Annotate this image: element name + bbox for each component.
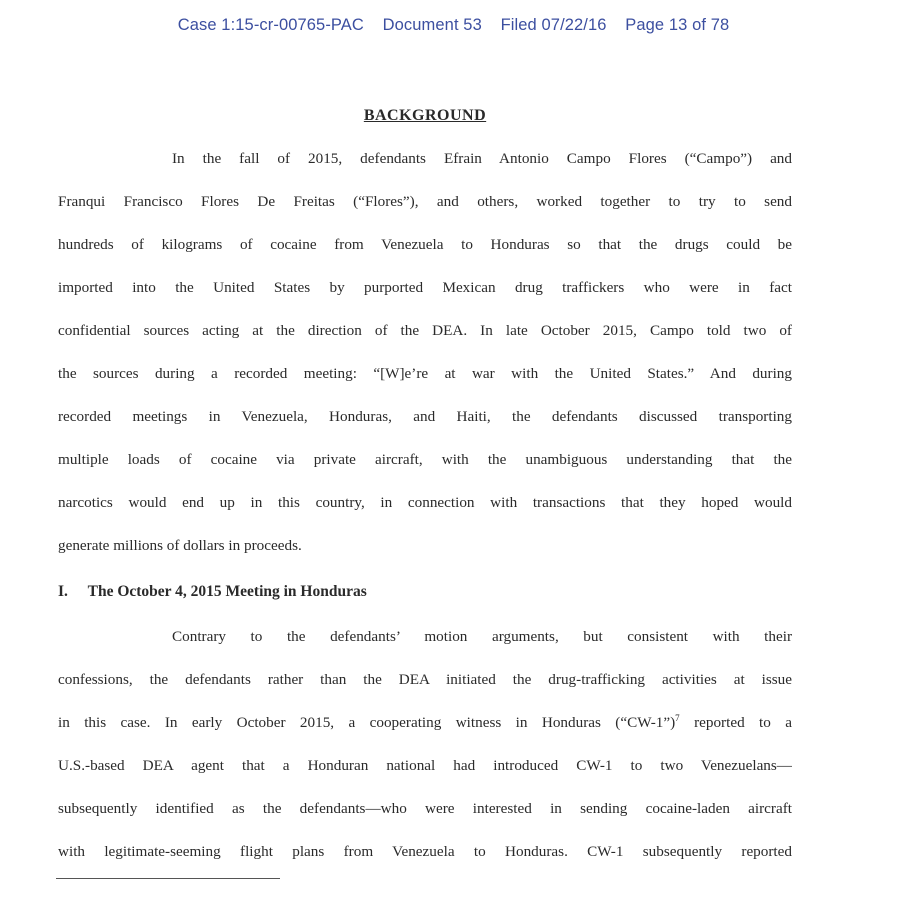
paragraph-line-text: in this case. In early October 2015, a cooperating witness in Honduras (“CW-1”) bbox=[58, 714, 676, 731]
paragraph-line: narcotics would end up in this country, in connection with transactions that they hoped would bbox=[58, 494, 792, 511]
paragraph-line: confidential sources acting at the direction of the DEA. In late October 2015, Campo told two of bbox=[58, 322, 792, 339]
page-number: Page 13 of 78 bbox=[625, 16, 730, 34]
paragraph-line bbox=[58, 701, 792, 744]
paragraph-line: U.S.-based DEA agent that a Honduran national had introduced CW-1 to two Venezuelans— bbox=[58, 757, 792, 774]
footnote-marker[interactable]: 7 bbox=[675, 712, 680, 723]
section-heading-background: BACKGROUND bbox=[363, 107, 487, 124]
paragraph-line: Franqui Francisco Flores De Freitas (“Flores”), and others, worked together to try to send bbox=[58, 193, 792, 210]
case-number: Case 1:15-cr-00765-PAC bbox=[177, 16, 364, 34]
filed-date: Filed 07/22/16 bbox=[500, 16, 607, 34]
section-number: I. bbox=[58, 583, 68, 600]
paragraph-line: the sources during a recorded meeting: “[W]e’re at war with the United States.” And during bbox=[58, 365, 792, 382]
paragraph-line-text: reported to a bbox=[694, 714, 792, 731]
paragraph-line: confessions, the defendants rather than the DEA initiated the drug-trafficking activities at issue bbox=[58, 671, 792, 688]
paragraph-line: Contrary to the defendants’ motion arguments, but consistent with their bbox=[172, 628, 792, 645]
paragraph-line: In the fall of 2015, defendants Efrain Antonio Campo Flores (“Campo”) and bbox=[172, 150, 792, 167]
paragraph-line: hundreds of kilograms of cocaine from Venezuela to Honduras so that the drugs could be bbox=[58, 236, 792, 253]
paragraph-line: multiple loads of cocaine via private aircraft, with the unambiguous understanding that the bbox=[58, 451, 792, 468]
paragraph-october-meeting bbox=[58, 615, 792, 873]
paragraph-line: subsequently identified as the defendants—who were interested in sending cocaine-laden aircraft bbox=[58, 800, 792, 817]
case-header bbox=[0, 16, 907, 35]
document-number: Document 53 bbox=[382, 16, 482, 34]
section-title-october-meeting bbox=[58, 583, 367, 601]
paragraph-background bbox=[58, 137, 792, 567]
footnote-divider bbox=[56, 878, 280, 879]
paragraph-line: imported into the United States by purported Mexican drug traffickers who were in fact bbox=[58, 279, 792, 296]
paragraph-line: generate millions of dollars in proceeds. bbox=[58, 537, 302, 554]
paragraph-line: recorded meetings in Venezuela, Honduras, and Haiti, the defendants discussed transporting bbox=[58, 408, 792, 425]
paragraph-line: with legitimate-seeming flight plans from Venezuela to Honduras. CW-1 subsequently reported bbox=[58, 843, 792, 860]
section-title-text: The October 4, 2015 Meeting in Honduras bbox=[87, 583, 367, 600]
